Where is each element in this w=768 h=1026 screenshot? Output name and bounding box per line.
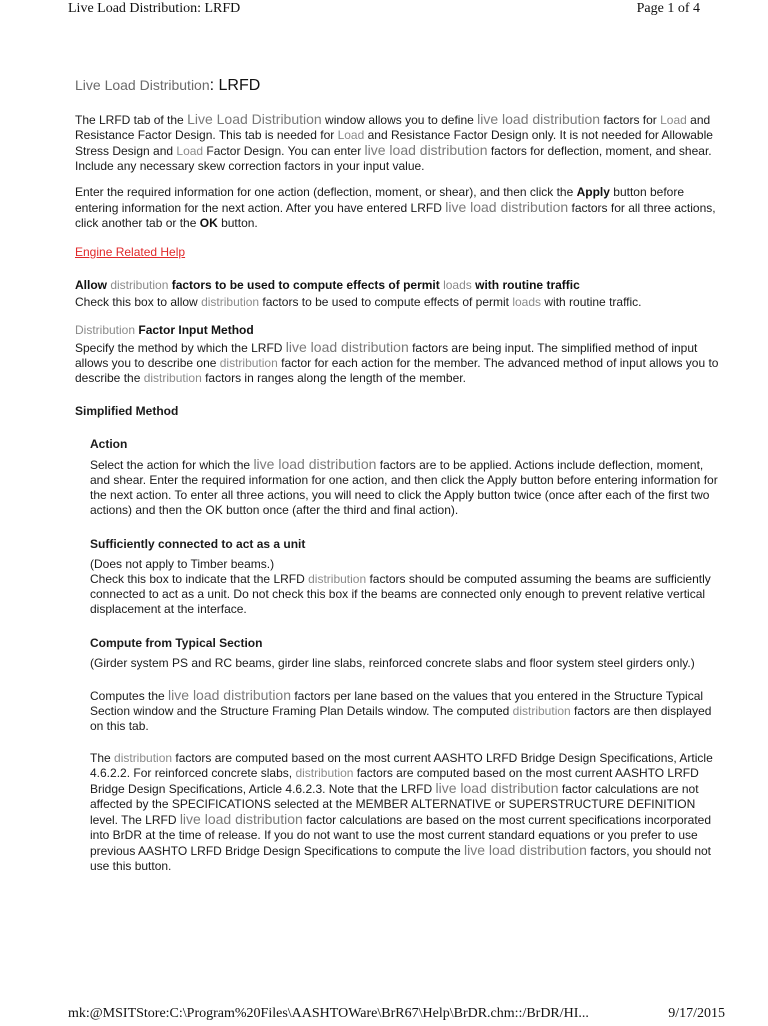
enter-paragraph: Enter the required information for one action (deflection, moment, or shear), and then click the Apply button before entering information for the next action. After you have entered LRFD live load distribution factors for all three actions, click another tab or the OK button.: [75, 185, 716, 230]
simplified-method-body: [75, 437, 723, 874]
glossary-term: live load distribution: [364, 142, 488, 158]
print-footer-date: 9/17/2015: [668, 1006, 725, 1021]
connected-text: Check this box to indicate that the LRFD distribution factors should be computed assuming the beams are sufficiently connected to act as a unit. Do not check this box if the beams are connected only enough to prevent relative vertical displacement at the interface.: [90, 572, 711, 616]
document-content: [75, 78, 723, 874]
connected-heading: Sufficiently connected to act as a unit: [90, 537, 306, 551]
typical-section-block: [90, 636, 723, 874]
typical-section-heading: Compute from Typical Section: [90, 636, 263, 650]
action-text: Select the action for which the live load distribution factors are to be applied. Actions include deflection, moment, and shear. Enter the required information for one action, and then click the Apply button before entering information for the next action. To enter all three actions, you will need to click the Apply button twice (once after each of the first two actions) and then the OK button once (after the third and final action).: [90, 456, 718, 517]
intro-paragraph: The LRFD tab of the Live Load Distribution window allows you to define live load distribution factors for Load and Resistance Factor Design. This tab is needed for Load and Resistance Factor Design only. It is not needed for Allowable Stress Design and Load Factor Design. You can enter live load distribution factors for deflection, moment, and shear. Include any necessary skew correction factors in your input value.: [75, 111, 713, 173]
action-block: [90, 437, 723, 518]
allow-distribution-heading: Allow distribution factors to be used to compute effects of permit loads with routine traffic: [75, 278, 580, 292]
print-footer: [0, 1006, 768, 1026]
print-header: [0, 1, 768, 21]
connected-note: (Does not apply to Timber beams.): [90, 557, 275, 571]
glossary-term: Live Load Distribution: [187, 111, 322, 127]
typical-section-note: (Girder system PS and RC beams, girder line slabs, reinforced concrete slabs and floor system steel girders only.): [90, 656, 695, 670]
print-footer-path: mk:@MSITStore:C:\Program%20Files\AASHTOWare\BrR67\Help\BrDR.chm::/BrDR/HI...: [68, 1006, 589, 1021]
input-method-section: [75, 323, 723, 386]
page-title: [75, 78, 723, 93]
print-header-page: Page 1 of 4: [636, 1, 700, 16]
distribution-factors-text: The distribution factors are computed based on the most current AASHTO LRFD Bridge Design Specifications, Article 4.6.2.2. For reinforced concrete slabs, distribution factors are computed based on the most current AASHTO LRFD Bridge Design Specifications, Article 4.6.2.3. Note that the LRFD live load distribution factor calculations are not affected by the SPECIFICATIONS selected at the MEMBER ALTERNATIVE or SUPERSTRUCTURE DEFINITION level. The LRFD live load distribution factor calculations are based on the most current specifications incorporated into BrDR at the time of release. If you do not want to use the most current standard equations or you prefer to use previous AASHTO LRFD Bridge Design Specifications to compute the live load distribution factors, you should not use this button.: [90, 751, 713, 873]
print-header-title: Live Load Distribution: LRFD: [68, 1, 241, 16]
simplified-method-heading: Simplified Method: [75, 404, 179, 418]
connected-block: [90, 537, 723, 617]
computes-text: Computes the live load distribution factors per lane based on the values that you entered in the Structure Typical Section window and the Structure Framing Plan Details window. The computed distribution factors are then displayed on this tab.: [90, 687, 712, 733]
page-title-topic: Live Load Distribution: [75, 77, 210, 93]
glossary-term: live load distribution: [477, 111, 601, 127]
glossary-term: live load distribution: [445, 199, 569, 215]
input-method-heading: Distribution Factor Input Method: [75, 323, 254, 337]
allow-distribution-text: Check this box to allow distribution factors to be used to compute effects of permit loads with routine traffic.: [75, 295, 642, 309]
engine-related-help-link[interactable]: Engine Related Help: [75, 245, 186, 259]
glossary-term: Load: [660, 113, 687, 127]
allow-distribution-section: [75, 278, 723, 310]
glossary-term: Load: [176, 144, 204, 158]
action-heading: Action: [90, 437, 128, 451]
page-title-suffix: : LRFD: [209, 77, 261, 94]
input-method-text: Specify the method by which the LRFD live load distribution factors are being input. The simplified method of input allows you to describe one distribution factor for each action for the member. The advanced method of input allows you to describe the distribution factors in ranges along the length of the member.: [75, 339, 719, 385]
glossary-term: Load: [337, 128, 365, 142]
